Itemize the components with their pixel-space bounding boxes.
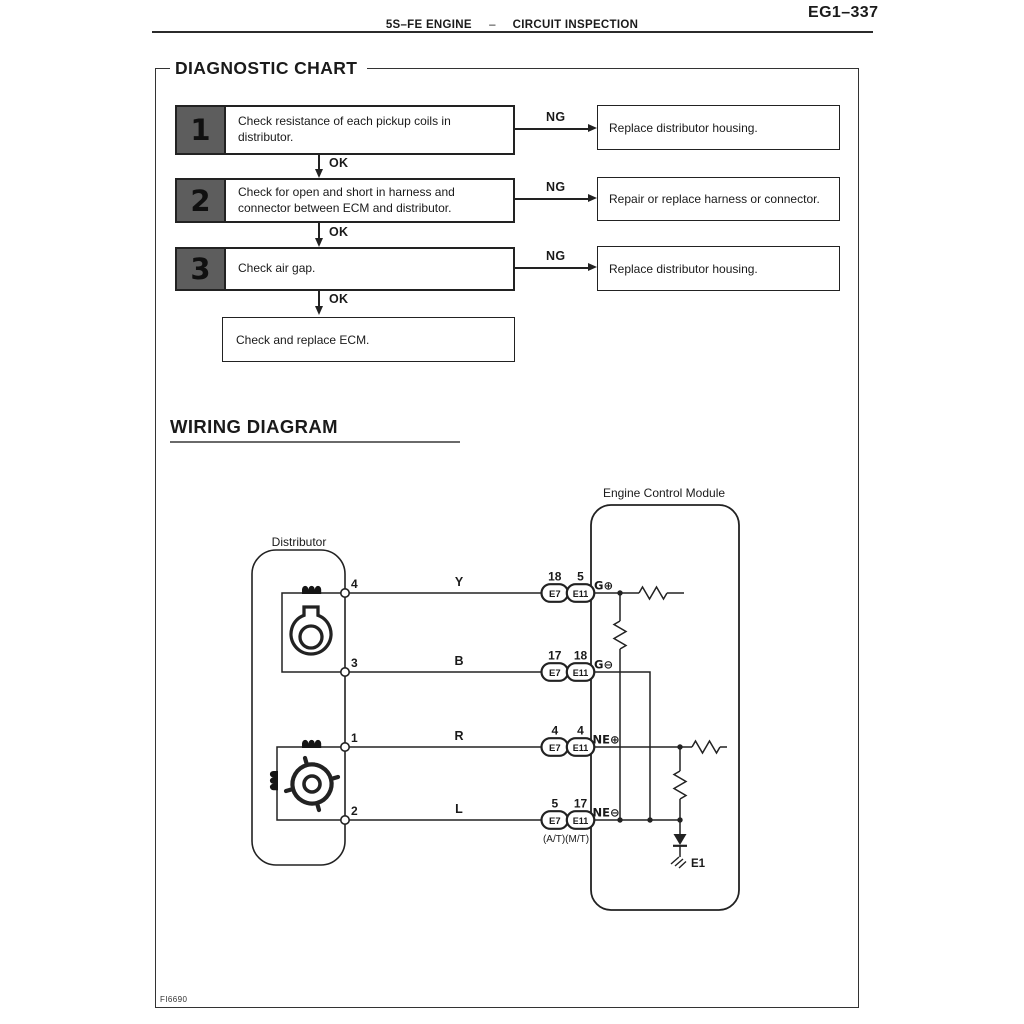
ground-label: E1 bbox=[691, 858, 706, 870]
final-text: Check and replace ECM. bbox=[236, 332, 370, 347]
connector-pin-number: 5 bbox=[551, 796, 559, 811]
page-code: EG1–337 bbox=[808, 4, 879, 21]
wiring-diagram-title: WIRING DIAGRAM bbox=[170, 416, 338, 437]
signal-label: G⊕ bbox=[594, 578, 614, 593]
connector-label: E7 bbox=[548, 589, 561, 600]
connector-pin-number: 5 bbox=[577, 569, 584, 584]
g-coil-symbol bbox=[302, 586, 321, 594]
distributor-outline bbox=[252, 550, 345, 865]
terminal-number: 1 bbox=[351, 731, 358, 745]
diode-e1 bbox=[673, 834, 687, 846]
ecm-label: Engine Control Module bbox=[602, 486, 726, 500]
resistor-neplus bbox=[692, 741, 727, 753]
transmission-note: (A/T)(M/T) bbox=[542, 834, 590, 845]
figure-code: FI6690 bbox=[160, 995, 188, 1004]
terminal-number: 2 bbox=[351, 804, 358, 818]
ne-coil-symbol-top bbox=[302, 740, 321, 748]
ng-label-2: NG bbox=[546, 180, 566, 194]
connector-ovals bbox=[542, 584, 595, 829]
connector-pin-number: 4 bbox=[577, 723, 584, 738]
diode-triangle bbox=[674, 834, 687, 845]
ok-label-3: OK bbox=[329, 292, 349, 306]
connector-pin-number: 18 bbox=[573, 648, 588, 663]
ground-symbol bbox=[671, 857, 686, 868]
resistor-gplus bbox=[639, 587, 684, 599]
connector-label: E7 bbox=[548, 743, 561, 754]
step-text: Check air gap. bbox=[238, 261, 316, 276]
ng-label-1: NG bbox=[546, 110, 566, 124]
connector-pin-number: 17 bbox=[573, 796, 588, 811]
ne-signal-rotor bbox=[286, 758, 338, 810]
engine-name: 5S–FE ENGINE bbox=[385, 19, 472, 31]
section-name: CIRCUIT INSPECTION bbox=[512, 19, 639, 31]
header-separator: – bbox=[489, 19, 496, 31]
connector-label: E11 bbox=[572, 589, 589, 599]
g-signal-rotor bbox=[291, 607, 331, 654]
wire-color-label: L bbox=[455, 802, 463, 816]
connector-pin-number: 4 bbox=[551, 723, 559, 738]
signal-label: G⊖ bbox=[594, 657, 614, 672]
wire-color-label: R bbox=[454, 729, 464, 743]
action-text: Replace distributor housing. bbox=[609, 120, 758, 135]
connector-pin-number: 17 bbox=[548, 648, 562, 663]
diagnostic-chart-title: DIAGNOSTIC CHART bbox=[170, 57, 367, 79]
connector-pin-number: 18 bbox=[548, 569, 562, 584]
connector-label: E7 bbox=[548, 816, 561, 827]
action-text: Replace distributor housing. bbox=[609, 261, 758, 276]
ecm-outline bbox=[591, 505, 739, 910]
signal-label: NE⊕ bbox=[592, 732, 620, 747]
ng-label-3: NG bbox=[546, 249, 566, 263]
distributor-label: Distributor bbox=[271, 535, 327, 549]
step-number-tab: 1 bbox=[177, 107, 226, 153]
connector-label: E11 bbox=[572, 743, 589, 753]
connector-label: E11 bbox=[572, 668, 589, 678]
step-text: Check for open and short in harness and connector between ECM and distributor. bbox=[238, 184, 455, 215]
ne-coil-symbol-left bbox=[270, 771, 278, 790]
ok-label-1: OK bbox=[329, 156, 349, 170]
ne-pickup-loop bbox=[277, 747, 345, 820]
connector-label: E11 bbox=[572, 816, 589, 826]
ok-label-2: OK bbox=[329, 225, 349, 239]
wire-color-label: Y bbox=[454, 575, 464, 589]
terminal-number: 3 bbox=[351, 656, 358, 670]
signal-label: NE⊖ bbox=[592, 805, 620, 820]
resistor-g-bias bbox=[614, 593, 626, 820]
step-number-tab: 3 bbox=[177, 249, 226, 289]
step-text: Check resistance of each pickup coils in distributor. bbox=[238, 114, 451, 144]
action-text: Repair or replace harness or connector. bbox=[609, 192, 820, 206]
terminal-number: 4 bbox=[351, 577, 358, 591]
connector-label: E7 bbox=[548, 668, 561, 679]
wire-color-label: B bbox=[454, 654, 464, 668]
step-number-tab: 2 bbox=[177, 180, 226, 221]
